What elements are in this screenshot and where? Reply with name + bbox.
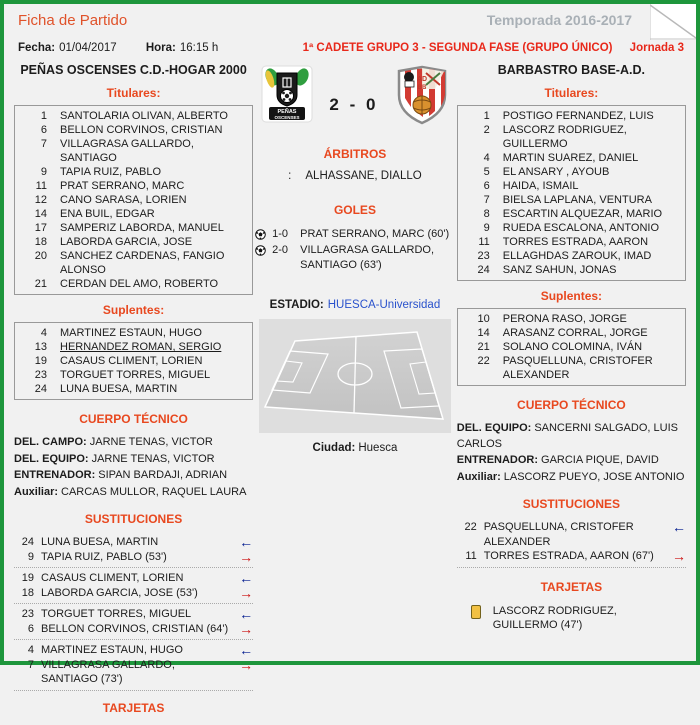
staff-role: DEL. CAMPO: (14, 436, 87, 448)
substitution-in-row (14, 643, 253, 658)
player-name: LABORDA GARCIA, JOSE (60, 236, 193, 248)
arrow-in-icon (235, 535, 253, 549)
away-sustituciones-header: SUSTITUCIONES (522, 497, 621, 511)
estadio-label: ESTADIO: (269, 299, 324, 311)
stadium-field-image (259, 319, 451, 433)
away-team-column (457, 63, 686, 725)
player-row (17, 109, 248, 123)
away-suplentes-header: Suplentes: (540, 289, 603, 303)
player-name: SOLANO COLOMINA, IVÁN (502, 341, 643, 353)
player-row (460, 193, 681, 207)
player-name: LABORDA GARCIA, JOSE (53') (41, 586, 198, 599)
player-number: 4 (40, 327, 47, 339)
match-center-column (253, 63, 457, 725)
staff-role: Auxiliar: (14, 485, 59, 498)
season-label: Temporada 2016-2017 (486, 12, 632, 28)
player-name: BELLON CORVINOS, CRISTIAN (64') (41, 622, 229, 635)
player-row (17, 221, 248, 235)
player-name: LASCORZ RODRIGUEZ, GUILLERMO (502, 124, 627, 150)
player-number: 19 (34, 355, 47, 367)
yellow-card-icon (471, 605, 481, 619)
player-name: SANZ SAHUN, JONAS (502, 264, 617, 276)
player-name: TAPIA RUIZ, PABLO (53') (41, 550, 167, 563)
substitution-pair (14, 606, 253, 640)
player-name: VILLAGRASA GALLARDO, SANTIAGO (73') (41, 658, 175, 685)
player-number: 23 (477, 250, 490, 262)
player-name: BELLON CORVINOS, CRISTIAN (60, 124, 223, 136)
player-row (17, 179, 248, 193)
player-name: PASQUELLUNA, CRISTOFER ALEXANDER (502, 355, 653, 381)
staff-role: Auxiliar: (456, 470, 501, 483)
player-number: 18 (21, 586, 34, 599)
home-team-column (14, 63, 253, 725)
player-name: LUNA BUESA, MARTIN (41, 536, 159, 548)
player-row (17, 368, 248, 382)
substitution-out-row (14, 622, 253, 637)
arrow-in-icon (235, 571, 253, 585)
player-name: LUNA BUESA, MARTIN (60, 383, 178, 395)
substitution-in-row (14, 535, 253, 550)
home-staff-list (14, 435, 253, 500)
folded-corner-decoration (650, 4, 696, 40)
player-name: SANTOLARIA OLIVAN, ALBERTO (60, 110, 228, 122)
substitution-pair (457, 519, 686, 568)
player-name: CANO SARASA, LORIEN (60, 194, 187, 206)
player-row (17, 207, 248, 221)
away-staff-list (457, 421, 686, 485)
player-number: 20 (34, 250, 47, 262)
player-row (460, 207, 681, 221)
player-row (460, 249, 681, 263)
page-title: Ficha de Partido (18, 12, 128, 29)
player-row (460, 354, 681, 382)
jornada-label: Jornada 3 (629, 42, 684, 54)
player-row (460, 151, 681, 165)
player-row (17, 193, 248, 207)
staff-role: ENTRENADOR: (14, 469, 96, 481)
player-number: 4 (483, 152, 490, 164)
player-name: HAIDA, ISMAIL (502, 180, 579, 192)
substitution-in-row (457, 520, 686, 549)
player-row (17, 340, 248, 354)
player-number: 7 (40, 138, 47, 150)
referee-name: ALHASSANE, DIALLO (305, 170, 422, 182)
away-team-logo (395, 65, 449, 125)
player-number: 23 (21, 608, 34, 620)
player-name: POSTIGO FERNANDEZ, LUIS (502, 110, 654, 122)
player-name: ESCARTIN ALQUEZAR, MARIO (502, 208, 663, 220)
fecha-value: 01/04/2017 (59, 42, 117, 54)
svg-text:BB: BB (417, 85, 427, 91)
home-suplentes-header: Suplentes: (102, 303, 165, 317)
player-number: 10 (477, 313, 490, 325)
away-team-name: BARBASTRO BASE-A.D. (497, 63, 645, 77)
referee-line (255, 170, 455, 182)
player-name: EL ANSARY , AYOUB (502, 166, 610, 178)
player-name: ELLAGHDAS ZAROUK, IMAD (502, 250, 652, 262)
player-number: 9 (483, 222, 490, 234)
fecha-label: Fecha: (18, 42, 56, 54)
arrow-out-icon (235, 622, 253, 636)
referee-colon: : (288, 170, 292, 182)
staff-line (14, 485, 253, 501)
staff-line (457, 421, 686, 452)
player-name: VILLAGRASA GALLARDO, SANTIAGO (60, 138, 194, 164)
player-name: PASQUELLUNA, CRISTOFER ALEXANDER (483, 521, 634, 548)
competition-name: 1ª CADETE GRUPO 3 - SEGUNDA FASE (GRUPO ÚNICO) (302, 42, 613, 54)
player-name: ARASANZ CORRAL, JORGE (502, 327, 648, 339)
player-name: TORRES ESTRADA, AARON (502, 236, 649, 248)
player-number: 24 (477, 264, 490, 276)
player-number: 22 (477, 355, 490, 367)
player-number: 11 (35, 180, 47, 192)
substitution-pair (14, 534, 253, 568)
ciudad-line (255, 442, 455, 454)
player-row (460, 221, 681, 235)
card-row (471, 604, 686, 632)
player-number: 11 (465, 550, 477, 562)
match-score: 2 - 0 (329, 95, 379, 114)
player-number: 1 (483, 110, 490, 122)
player-name: SANCHEZ CARDENAS, FANGIO ALONSO (60, 250, 225, 276)
substitution-in-row (14, 607, 253, 622)
player-row (460, 123, 681, 151)
player-number: 17 (34, 222, 47, 234)
card-player-name: LASCORZ RODRIGUEZ, GUILLERMO (47') (492, 604, 617, 631)
player-number: 22 (464, 521, 477, 533)
home-titulares-header: Titulares: (106, 86, 161, 100)
player-row (17, 137, 248, 165)
staff-role: DEL. EQUIPO: (456, 422, 532, 434)
staff-line (14, 435, 253, 451)
svg-text:OSCENSES: OSCENSES (274, 115, 300, 120)
player-name: RUEDA ESCALONA, ANTONIO (502, 222, 660, 234)
player-number: 14 (477, 327, 490, 339)
player-number: 9 (27, 550, 34, 563)
home-team-logo (261, 65, 313, 125)
player-number: 8 (483, 208, 490, 220)
away-tarjetas-header: TARJETAS (540, 579, 603, 594)
player-row (17, 165, 248, 179)
home-substitutions-list (14, 534, 253, 691)
player-number: 18 (34, 236, 47, 248)
substitution-out-row (14, 586, 253, 601)
player-name: SAMPERIZ LABORDA, MANUEL (60, 222, 224, 234)
page-header (4, 4, 696, 54)
player-number: 7 (27, 658, 34, 671)
player-number: 13 (34, 341, 47, 353)
substitution-pair (14, 570, 253, 604)
player-number: 24 (34, 383, 47, 395)
goal-row (255, 243, 455, 273)
player-name: CASAUS CLIMENT, LORIEN (41, 572, 184, 584)
staff-role: ENTRENADOR: (456, 454, 539, 466)
staff-name: GARCIA PIQUE, DAVID (541, 454, 659, 466)
staff-line (14, 468, 253, 484)
arrow-in-icon (235, 607, 253, 621)
substitution-in-row (14, 571, 253, 586)
home-suplentes-list (14, 322, 253, 400)
player-name: CERDAN DEL AMO, ROBERTO (60, 278, 219, 290)
svg-text:AD: AD (416, 76, 427, 83)
player-name: MARTINEZ ESTAUN, HUGO (41, 644, 183, 656)
away-substitutions-list (457, 519, 686, 568)
player-number: 21 (477, 341, 490, 353)
hora-label: Hora: (145, 42, 176, 54)
player-name: HERNANDEZ ROMAN, SERGIO (60, 341, 222, 353)
goal-player: PRAT SERRANO, MARC (60') (300, 228, 450, 240)
ciudad-label: Ciudad: (312, 442, 356, 454)
arrow-out-icon (235, 586, 253, 600)
arrow-out-icon (668, 549, 686, 563)
goal-player: VILLAGRASA GALLARDO, SANTIAGO (63') (300, 244, 435, 271)
player-name: ENA BUIL, EDGAR (60, 208, 155, 220)
player-row (460, 109, 681, 123)
svg-text:PEÑAS: PEÑAS (277, 109, 297, 115)
substitution-out-row (457, 549, 686, 564)
player-number: 6 (27, 622, 34, 635)
home-cuerpo-tecnico-header: CUERPO TÉCNICO (79, 412, 188, 426)
player-number: 9 (40, 166, 47, 178)
player-number: 5 (483, 166, 490, 178)
arbitros-header: ÁRBITROS (323, 147, 387, 161)
goles-header: GOLES (333, 203, 376, 217)
player-name: PRAT SERRANO, MARC (60, 180, 185, 192)
soccer-ball-icon (255, 245, 266, 256)
arrow-in-icon (235, 643, 253, 657)
player-row (460, 263, 681, 277)
competition-line (303, 42, 684, 54)
staff-name: JARNE TENAS, VICTOR (91, 452, 215, 465)
arrow-out-icon (235, 550, 253, 564)
player-number: 6 (40, 124, 47, 136)
substitution-out-row (14, 658, 253, 687)
player-number: 12 (34, 194, 47, 206)
player-number: 7 (483, 194, 490, 206)
player-row (17, 249, 248, 277)
away-suplentes-list (457, 308, 686, 386)
goal-score: 2-0 (272, 244, 289, 256)
player-row (17, 354, 248, 368)
player-name: MARTIN SUAREZ, DANIEL (502, 152, 639, 164)
player-row (460, 312, 681, 326)
player-name: CASAUS CLIMENT, LORIEN (60, 355, 203, 367)
player-row (17, 235, 248, 249)
player-row (460, 235, 681, 249)
away-cards-list (457, 604, 686, 632)
player-number: 6 (483, 180, 490, 192)
away-cuerpo-tecnico-header: CUERPO TÉCNICO (517, 398, 626, 412)
player-name: TAPIA RUIZ, PABLO (60, 166, 162, 178)
player-name: TORGUET TORRES, MIGUEL (41, 608, 192, 620)
player-number: 4 (27, 644, 34, 656)
substitution-out-row (14, 550, 253, 565)
hora-value: 16:15 h (179, 42, 219, 54)
player-name: TORRES ESTRADA, AARON (67') (483, 550, 654, 562)
home-team-name: PEÑAS OSCENSES C.D.-HOGAR 2000 (20, 63, 247, 77)
staff-line (14, 452, 253, 468)
player-row (17, 382, 248, 396)
staff-name: SIPAN BARDAJI, ADRIAN (98, 469, 228, 481)
away-titulares-header: Titulares: (544, 86, 599, 100)
arrow-in-icon (668, 520, 686, 534)
match-datetime (18, 42, 218, 54)
player-name: BIELSA LAPLANA, VENTURA (502, 194, 652, 206)
staff-line (457, 470, 686, 486)
player-name: MARTINEZ ESTAUN, HUGO (60, 327, 202, 339)
staff-name: JARNE TENAS, VICTOR (89, 436, 213, 448)
player-number: 1 (40, 110, 47, 122)
goal-score: 1-0 (272, 228, 289, 240)
player-row (460, 326, 681, 340)
staff-name: CARCAS MULLOR, RAQUEL LAURA (61, 485, 247, 498)
staff-name: SANCERNI SALGADO, LUIS CARLOS (456, 422, 678, 450)
player-name: TORGUET TORRES, MIGUEL (60, 369, 211, 381)
estadio-line (255, 299, 455, 311)
away-titulares-list (457, 105, 686, 281)
player-row (17, 326, 248, 340)
player-number: 21 (34, 278, 47, 290)
player-row (17, 277, 248, 291)
estadio-link[interactable]: HUESCA-Universidad (327, 299, 441, 311)
player-number: 11 (478, 236, 490, 248)
player-number: 14 (34, 208, 47, 220)
player-row (460, 165, 681, 179)
home-titulares-list (14, 105, 253, 295)
soccer-ball-icon (255, 229, 266, 240)
home-tarjetas-header: TARJETAS (102, 700, 165, 715)
player-row (460, 179, 681, 193)
staff-role: DEL. EQUIPO: (14, 452, 89, 465)
goals-list (255, 227, 455, 273)
player-row (460, 340, 681, 354)
player-number: 23 (34, 369, 47, 381)
player-row (17, 123, 248, 137)
home-sustituciones-header: SUSTITUCIONES (84, 512, 183, 526)
staff-line (457, 453, 686, 469)
player-number: 2 (483, 124, 490, 136)
player-number: 24 (21, 536, 34, 548)
player-name: PERONA RASO, JORGE (502, 313, 627, 325)
substitution-pair (14, 642, 253, 691)
ciudad-value: Huesca (358, 442, 398, 454)
goal-row (255, 227, 455, 242)
staff-name: LASCORZ PUEYO, JOSE ANTONIO (503, 470, 685, 483)
player-number: 19 (21, 572, 34, 584)
